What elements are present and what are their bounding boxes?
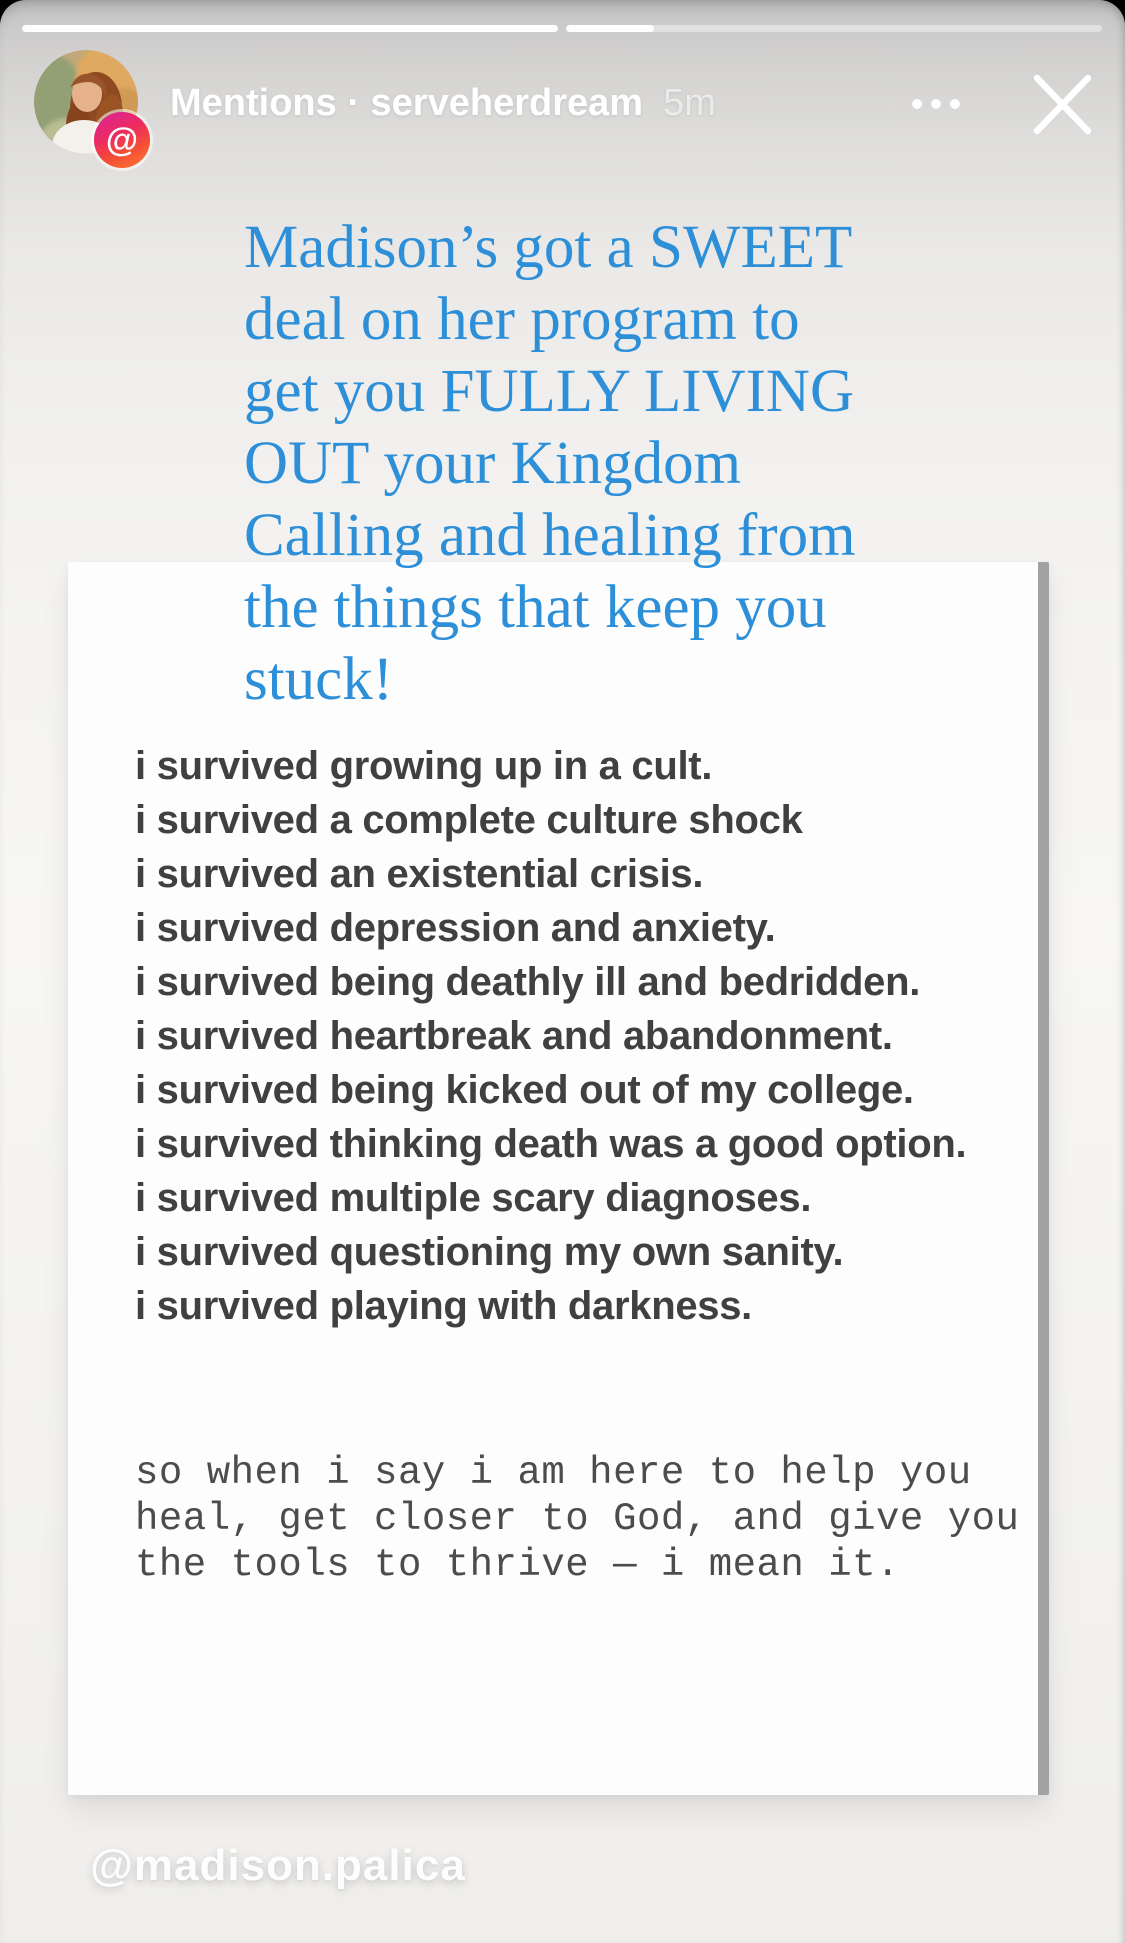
- list-line: i survived heartbreak and abandonment.: [135, 1014, 893, 1058]
- badge-at-glyph: @: [105, 120, 139, 158]
- more-dots-icon: [931, 99, 941, 109]
- mono-paragraph: [135, 1450, 1019, 1588]
- mono-line: heal, get closer to God, and give you: [135, 1497, 1020, 1541]
- header-username[interactable]: Mentions · serveherdream: [170, 82, 644, 124]
- caption-line: deal on her program to: [244, 286, 800, 353]
- story-caption: [244, 212, 856, 716]
- list-line: i survived an existential crisis.: [135, 852, 704, 896]
- list-line: i survived multiple scary diagnoses.: [135, 1176, 812, 1220]
- close-button[interactable]: [1024, 66, 1100, 142]
- story-progress-segment-2: [566, 25, 1102, 32]
- at-mention-icon: [94, 112, 150, 168]
- close-x-icon: [1024, 66, 1100, 142]
- list-line: i survived growing up in a cult.: [135, 744, 713, 788]
- list-line: i survived being kicked out of my college.: [135, 1068, 914, 1112]
- story-progress-segment-1: [22, 25, 558, 32]
- list-line: i survived thinking death was a good option.: [135, 1122, 967, 1166]
- list-line: i survived playing with darkness.: [135, 1284, 752, 1328]
- mono-line: so when i say i am here to help you: [135, 1451, 972, 1495]
- caption-line: get you FULLY LIVING: [244, 358, 854, 425]
- card-edge-strip: [1038, 562, 1049, 1795]
- mono-line: the tools to thrive — i mean it.: [135, 1543, 900, 1587]
- more-dots-icon: [950, 99, 960, 109]
- list-line: i survived a complete culture shock: [135, 798, 803, 842]
- timestamp: 5m: [663, 82, 716, 124]
- caption-line: stuck!: [244, 646, 394, 713]
- mention-sticker[interactable]: @madison.palica: [90, 1841, 466, 1890]
- caption-line: OUT your Kingdom: [244, 430, 742, 497]
- more-button[interactable]: [912, 99, 960, 109]
- survival-list: [135, 739, 966, 1333]
- list-line: i survived depression and anxiety.: [135, 906, 776, 950]
- progress-fill-2: [566, 25, 654, 32]
- caption-line: Madison’s got a SWEET: [244, 214, 853, 281]
- caption-line: Calling and healing from: [244, 502, 856, 569]
- shared-post-card: [68, 562, 1049, 1795]
- more-dots-icon: [912, 99, 922, 109]
- list-line: i survived questioning my own sanity.: [135, 1230, 844, 1274]
- progress-fill-1: [22, 25, 558, 32]
- caption-line: the things that keep you: [244, 574, 827, 641]
- header-title[interactable]: [170, 81, 716, 125]
- list-line: i survived being deathly ill and bedridden.: [135, 960, 921, 1004]
